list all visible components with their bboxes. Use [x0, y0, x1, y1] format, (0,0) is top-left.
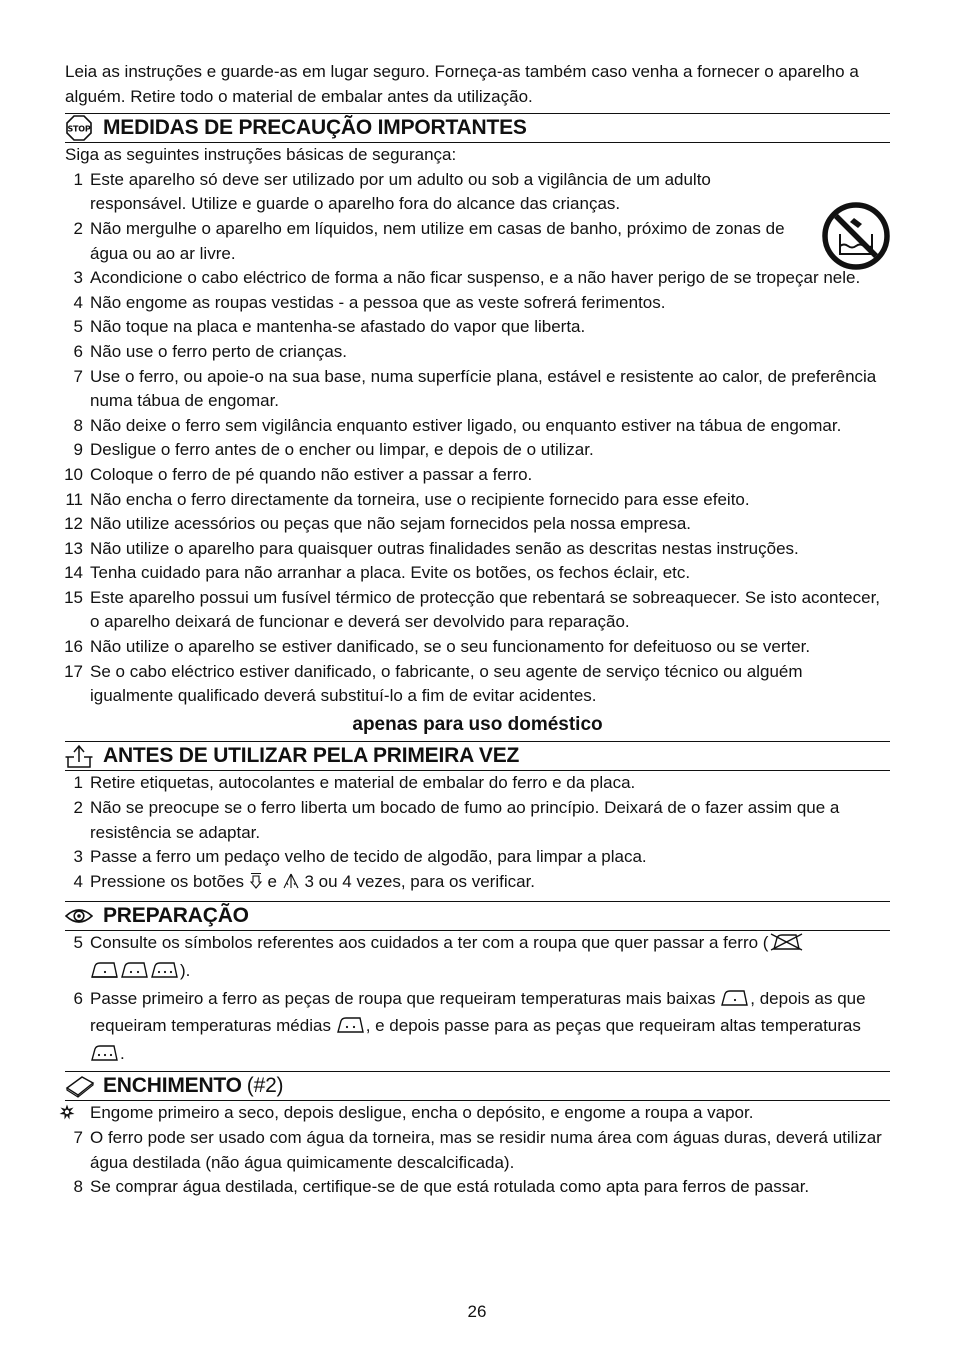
iron-low-temp-icon — [90, 961, 120, 987]
stop-icon — [65, 114, 95, 142]
list-item: 7 Use o ferro, ou apoie-o na sua base, numa superfície plana, estável e resistente ao calor, de preferência numa tábua de engomar. — [73, 366, 877, 411]
list-item: 2 Não mergulhe o aparelho em líquidos, nem utilize em casas de banho, próximo de zonas de água ou ao ar livre. — [73, 218, 785, 263]
list-item: 9 Desligue o ferro antes de o encher ou limpar, e depois de o utilizar. — [73, 440, 594, 460]
list-item: 12 Não utilize acessórios ou peças que não sejam fornecidos pela nossa empresa. — [64, 514, 692, 534]
filling-list — [65, 1101, 890, 1199]
list-item: 4 Pressione os botões e 3 ou 4 vezes, para os verificar. — [65, 870, 890, 898]
list-item: 16 Não utilize o aparelho se estiver danificado, se o seu funcionamento for defeituoso ou se verter. — [64, 637, 811, 657]
list-item: 6 Não use o ferro perto de crianças. — [73, 341, 348, 361]
section-filling-heading — [65, 1071, 890, 1101]
list-item: 3 Acondicione o cabo eléctrico de forma a não ficar suspenso, e a não haver perigo de se tropeçar nele. — [73, 268, 861, 288]
steam-shot-button-icon — [282, 872, 300, 898]
domestic-note: apenas para uso doméstico — [352, 713, 603, 735]
list-item: 1 Este aparelho só deve ser utilizado por um adulto ou sob a vigilância de um adulto responsável. Utilize e guarde o aparelho fora do alcance das crianças. — [73, 169, 711, 214]
list-item: 8 Se comprar água destilada, certifique-se de que está rotulada como apta para ferros de passar. — [73, 1177, 810, 1197]
section-filling-title: ENCHIMENTO — [103, 1074, 242, 1098]
list-item: 7 O ferro pode ser usado com água da torneira, mas se residir numa área com águas duras, deverá utilizar água destilada (não água quimicamente descalcificada). — [73, 1127, 882, 1172]
section-safety-title: MEDIDAS DE PRECAUÇÃO IMPORTANTES — [103, 115, 527, 139]
list-item: 11 Não encha o ferro directamente da torneira, use o recipiente fornecido para esse efeito. — [65, 489, 750, 509]
section-first-use-heading — [65, 741, 890, 771]
section-first-use-title: ANTES DE UTILIZAR PELA PRIMEIRA VEZ — [103, 744, 520, 768]
list-item: 5 Não toque na placa e mantenha-se afastado do vapor que liberta. — [73, 317, 586, 337]
unpack-box-icon — [65, 742, 95, 770]
list-item: 8 Não deixe o ferro sem vigilância enquanto estiver ligado, ou enquanto estiver na tábua de engomar. — [73, 415, 842, 435]
list-item: 13 Não utilize o aparelho para quaisquer outras finalidades senão as descritas nestas instruções. — [64, 538, 799, 558]
eye-icon — [65, 902, 95, 930]
list-item: 4 Não engome as roupas vestidas - a pessoa que as veste sofrerá ferimentos. — [73, 292, 666, 312]
safety-list — [65, 168, 890, 709]
iron-high-temp-icon — [150, 961, 180, 987]
first-use-list — [65, 771, 890, 897]
section-safety-heading — [65, 113, 890, 143]
iron-medium-temp-icon — [336, 1016, 366, 1042]
iron-high-temp-icon — [90, 1044, 120, 1070]
do-not-iron-icon — [768, 933, 804, 959]
section-preparation-heading — [65, 901, 890, 931]
list-item: 5 Consulte os símbolos referentes aos cuidados a ter com a roupa que quer passar a ferro ( ). — [65, 931, 890, 986]
preparation-list — [65, 931, 890, 1069]
section-preparation-title: PREPARAÇÃO — [103, 904, 249, 928]
section-filling-suffix: (#2) — [246, 1074, 284, 1098]
spray-button-icon — [249, 872, 263, 898]
star-bullet-icon — [59, 1101, 83, 1126]
list-item: 3 Passe a ferro um pedaço velho de tecido de algodão, para limpar a placa. — [73, 847, 647, 867]
safety-lead: Siga as seguintes instruções básicas de segurança: — [65, 145, 457, 165]
iron-low-temp-icon — [720, 989, 750, 1015]
list-item: 15 Este aparelho possui um fusível térmico de protecção que rebentará se sobreaquecer. Se isto acontecer, o aparelho deixará de funcionar e deverá ser devolvido para reparação. — [64, 587, 881, 632]
list-item: 1 Retire etiquetas, autocolantes e material de embalar do ferro e da placa. — [73, 773, 636, 793]
list-item: Engome primeiro a seco, depois desligue, encha o depósito, e engome a roupa a vapor. — [65, 1101, 890, 1126]
iron-medium-temp-icon — [120, 961, 150, 987]
stop-icon-text: STOP — [67, 124, 91, 134]
manual-page — [65, 60, 890, 1200]
water-tank-icon — [65, 1072, 95, 1100]
list-item: 17 Se o cabo eléctrico estiver danificado, o fabricante, o seu agente de serviço técnico ou alguém igualmente qualificado deverá substituí-lo a fim de evitar acidentes. — [64, 661, 803, 706]
list-item: 14 Tenha cuidado para não arranhar a placa. Evite os botões, os fechos éclair, etc. — [64, 563, 691, 583]
list-item: 6 Passe primeiro a ferro as peças de roupa que requeiram temperaturas mais baixas , depois as que requeiram temperaturas médias , e depois passe para as peças que requeiram altas temperaturas . — [65, 987, 890, 1070]
page-number: 26 — [467, 1302, 487, 1321]
list-item: 10 Coloque o ferro de pé quando não estiver a passar a ferro. — [64, 464, 533, 484]
no-water-immersion-icon — [822, 202, 890, 270]
intro-text: Leia as instruções e guarde-as em lugar seguro. Forneça-as também caso venha a fornecer o aparelho a alguém. Retire todo o material de embalar antes da utilização. — [65, 62, 859, 106]
list-item: 2 Não se preocupe se o ferro liberta um bocado de fumo ao princípio. Deixará de o fazer assim que a resistência se adaptar. — [73, 798, 840, 842]
